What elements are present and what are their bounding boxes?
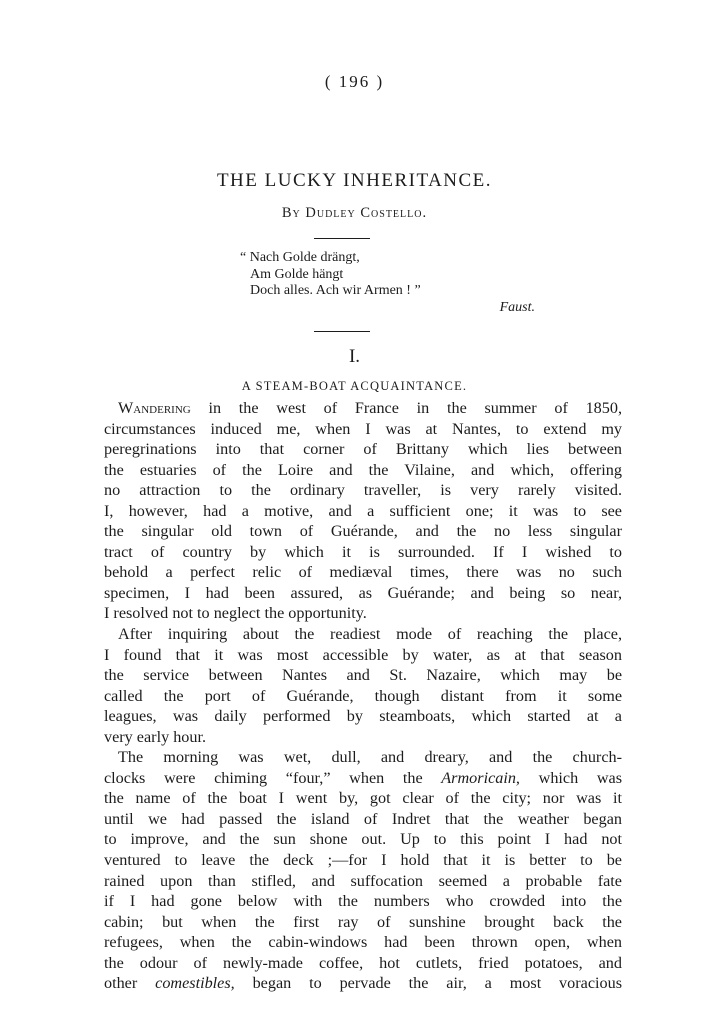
text-line: cabin; but when the first ray of sunshine brought back the (104, 912, 622, 931)
text-line: other comestibles, began to pervade the air, a most voracious (104, 974, 622, 993)
text-line: called the port of Guérande, though distant from it some (104, 686, 622, 705)
text-line: I found that it was most accessible by water, as at that season (104, 645, 622, 664)
text-line: refugees, when the cabin-windows had been thrown open, when (104, 933, 622, 952)
text-line: if I had gone below with the numbers who crowded into the (104, 892, 622, 911)
text-line: very early hour. (104, 727, 207, 746)
text-line: ventured to leave the deck ;—for I hold that it is better to be (104, 851, 622, 870)
article-title: THE LUCKY INHERITANCE. (216, 170, 493, 191)
ship-name: Armoricain, (441, 768, 520, 787)
text-line: behold a perfect relic of mediæval times, there was no such (104, 563, 622, 582)
chapter-number: I. (348, 346, 361, 367)
body-text (104, 398, 622, 994)
text-line: to improve, and the sun shone out. Up to this point I had not (104, 830, 622, 849)
text-line: tract of country by which it is surrounded. If I wished to (104, 542, 622, 561)
text-line: no attraction to the ordinary traveller, is very rarely visited. (104, 481, 622, 500)
text-line: leagues, was daily performed by steamboats, which started at a (104, 707, 622, 726)
text-line: the estuaries of the Loire and the Vilaine, and which, offering (104, 460, 622, 479)
text-line: I, however, had a motive, and a sufficient one; it was to see (104, 501, 622, 520)
epigraph-line: Am Golde hängt (250, 266, 344, 282)
text-line: After inquiring about the readiest mode of reaching the place, (118, 625, 622, 644)
author-byline: By Dudley Costello. (281, 205, 428, 221)
text-line: the odour of newly-made coffee, hot cutlets, fried potatoes, and (104, 953, 622, 972)
divider-rule (314, 238, 370, 239)
text-line: peregrinations into that corner of Brittany which lies between (104, 440, 622, 459)
emphasized-word: comestibles, (155, 974, 235, 993)
text-line: rained upon than stifled, and suffocation seemed a probable fate (104, 871, 622, 890)
text-line: I resolved not to neglect the opportunity. (104, 604, 367, 623)
opening-word: Wandering (118, 399, 191, 417)
text-line: clocks were chiming “four,” when the Armoricain, which was (104, 768, 623, 787)
epigraph-attribution: Faust. (499, 299, 535, 315)
epigraph-line: Doch alles. Ach wir Armen ! ” (250, 283, 421, 298)
text-line: the singular old town of Guérande, and the no less singular (104, 522, 622, 541)
text-line: circumstances induced me, when I was at Nantes, to extend my (104, 419, 622, 438)
text-line: the name of the boat I went by, got clear of the city; nor was it (104, 789, 622, 808)
text-line: the service between Nantes and St. Nazaire, which may be (104, 666, 622, 685)
page-number: ( 196 ) (324, 72, 385, 91)
divider-rule (314, 331, 370, 332)
chapter-title: A STEAM-BOAT ACQUAINTANCE. (241, 379, 468, 393)
text-line: The morning was wet, dull, and dreary, and the church- (118, 748, 622, 767)
text-line: until we had passed the island of Indret that the weather began (104, 809, 622, 828)
text-line: specimen, I had been assured, as Guérande; and being so near, (104, 583, 622, 602)
epigraph-line: “ Nach Golde drängt, (240, 250, 360, 265)
epigraph (240, 250, 540, 316)
text-line: Wandering in the west of France in the summer of 1850, (118, 399, 622, 417)
